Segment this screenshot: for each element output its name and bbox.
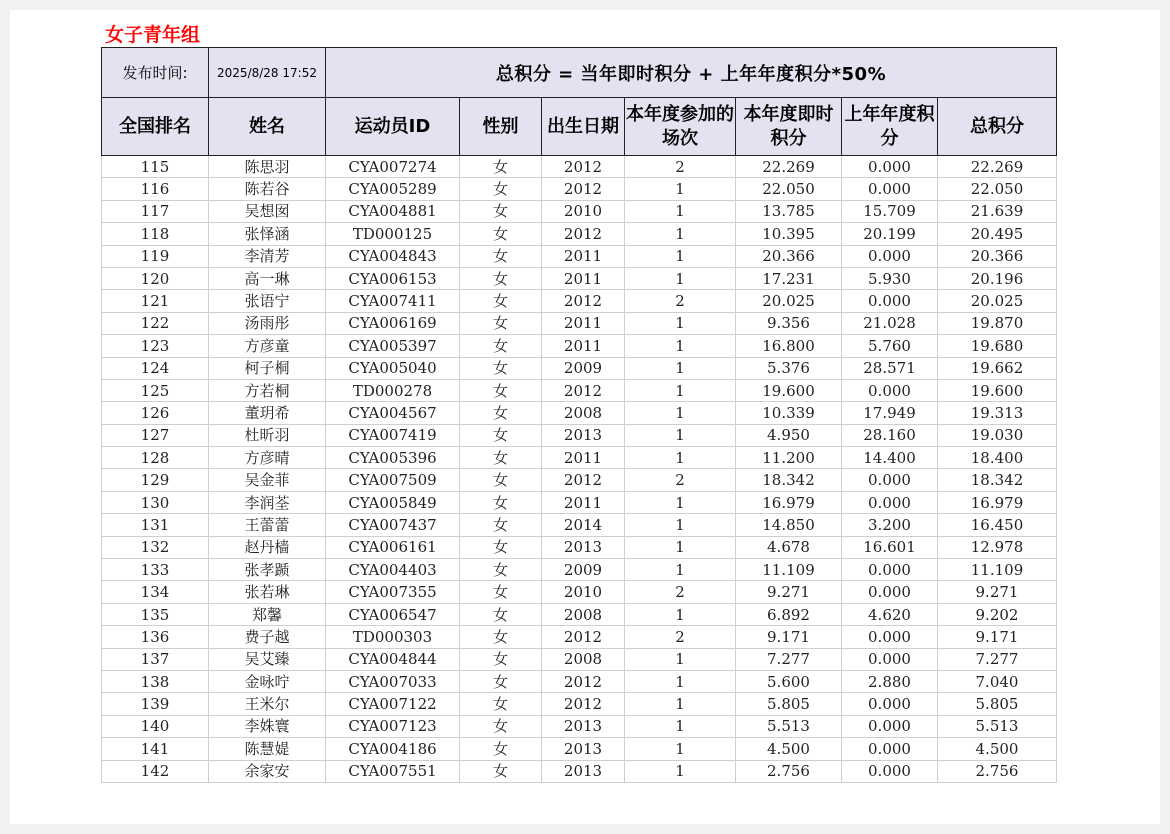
table-row xyxy=(102,223,1057,245)
cell-birth-year: 2013 xyxy=(542,760,625,782)
cell-last-year-points: 0.000 xyxy=(842,738,938,760)
cell-birth-year: 2012 xyxy=(542,178,625,200)
cell-rank: 131 xyxy=(102,514,209,536)
header-current-points: 本年度即时积分 xyxy=(736,98,842,156)
cell-current-points: 5.805 xyxy=(736,693,842,715)
cell-last-year-points: 0.000 xyxy=(842,581,938,603)
cell-events-count: 1 xyxy=(625,648,736,670)
cell-rank: 142 xyxy=(102,760,209,782)
cell-events-count: 1 xyxy=(625,245,736,267)
cell-last-year-points: 28.160 xyxy=(842,424,938,446)
cell-total-points: 21.639 xyxy=(938,200,1057,222)
cell-gender: 女 xyxy=(460,536,542,558)
ranking-table xyxy=(101,47,1057,783)
cell-events-count: 1 xyxy=(625,603,736,625)
cell-name: 李润荃 xyxy=(209,491,326,513)
cell-current-points: 18.342 xyxy=(736,469,842,491)
cell-total-points: 19.030 xyxy=(938,424,1057,446)
cell-athlete-id: CYA006153 xyxy=(326,267,460,289)
cell-last-year-points: 0.000 xyxy=(842,760,938,782)
cell-current-points: 7.277 xyxy=(736,648,842,670)
cell-rank: 119 xyxy=(102,245,209,267)
cell-gender: 女 xyxy=(460,581,542,603)
cell-events-count: 1 xyxy=(625,335,736,357)
table-row xyxy=(102,424,1057,446)
cell-current-points: 4.950 xyxy=(736,424,842,446)
cell-rank: 118 xyxy=(102,223,209,245)
table-row xyxy=(102,603,1057,625)
cell-birth-year: 2012 xyxy=(542,693,625,715)
cell-events-count: 1 xyxy=(625,514,736,536)
table-row xyxy=(102,514,1057,536)
header-gender: 性别 xyxy=(460,98,542,156)
cell-name: 吴想囡 xyxy=(209,200,326,222)
table-row xyxy=(102,536,1057,558)
cell-name: 张语宁 xyxy=(209,290,326,312)
cell-last-year-points: 21.028 xyxy=(842,312,938,334)
cell-birth-year: 2013 xyxy=(542,738,625,760)
cell-current-points: 22.050 xyxy=(736,178,842,200)
cell-athlete-id: CYA004844 xyxy=(326,648,460,670)
cell-last-year-points: 15.709 xyxy=(842,200,938,222)
cell-birth-year: 2011 xyxy=(542,491,625,513)
cell-athlete-id: TD000125 xyxy=(326,223,460,245)
cell-total-points: 18.400 xyxy=(938,447,1057,469)
cell-birth-year: 2011 xyxy=(542,267,625,289)
cell-gender: 女 xyxy=(460,603,542,625)
cell-current-points: 9.271 xyxy=(736,581,842,603)
cell-birth-year: 2011 xyxy=(542,245,625,267)
cell-rank: 125 xyxy=(102,379,209,401)
cell-total-points: 20.495 xyxy=(938,223,1057,245)
cell-athlete-id: CYA007411 xyxy=(326,290,460,312)
cell-events-count: 1 xyxy=(625,491,736,513)
cell-name: 高一琳 xyxy=(209,267,326,289)
cell-gender: 女 xyxy=(460,514,542,536)
cell-rank: 134 xyxy=(102,581,209,603)
cell-current-points: 13.785 xyxy=(736,200,842,222)
cell-last-year-points: 4.620 xyxy=(842,603,938,625)
cell-current-points: 17.231 xyxy=(736,267,842,289)
cell-last-year-points: 5.930 xyxy=(842,267,938,289)
table-row xyxy=(102,335,1057,357)
cell-birth-year: 2012 xyxy=(542,379,625,401)
cell-gender: 女 xyxy=(460,223,542,245)
cell-current-points: 4.500 xyxy=(736,738,842,760)
cell-birth-year: 2012 xyxy=(542,626,625,648)
cell-last-year-points: 5.760 xyxy=(842,335,938,357)
cell-rank: 140 xyxy=(102,715,209,737)
cell-total-points: 20.196 xyxy=(938,267,1057,289)
cell-events-count: 1 xyxy=(625,715,736,737)
cell-athlete-id: CYA005396 xyxy=(326,447,460,469)
table-row xyxy=(102,670,1057,692)
cell-name: 王米尔 xyxy=(209,693,326,715)
cell-athlete-id: CYA006169 xyxy=(326,312,460,334)
header-last-year-points: 上年年度积分 xyxy=(842,98,938,156)
cell-rank: 124 xyxy=(102,357,209,379)
cell-total-points: 22.269 xyxy=(938,156,1057,178)
cell-birth-year: 2013 xyxy=(542,424,625,446)
cell-birth-year: 2011 xyxy=(542,312,625,334)
cell-gender: 女 xyxy=(460,760,542,782)
cell-total-points: 22.050 xyxy=(938,178,1057,200)
cell-rank: 137 xyxy=(102,648,209,670)
cell-current-points: 9.171 xyxy=(736,626,842,648)
cell-birth-year: 2008 xyxy=(542,603,625,625)
cell-birth-year: 2010 xyxy=(542,200,625,222)
cell-gender: 女 xyxy=(460,424,542,446)
cell-rank: 128 xyxy=(102,447,209,469)
cell-name: 金咏咛 xyxy=(209,670,326,692)
cell-name: 董玥希 xyxy=(209,402,326,424)
cell-gender: 女 xyxy=(460,335,542,357)
cell-athlete-id: CYA007123 xyxy=(326,715,460,737)
cell-athlete-id: CYA005040 xyxy=(326,357,460,379)
cell-athlete-id: CYA004186 xyxy=(326,738,460,760)
cell-current-points: 5.600 xyxy=(736,670,842,692)
cell-athlete-id: CYA007509 xyxy=(326,469,460,491)
cell-rank: 136 xyxy=(102,626,209,648)
cell-events-count: 2 xyxy=(625,581,736,603)
table-row xyxy=(102,379,1057,401)
cell-athlete-id: CYA006161 xyxy=(326,536,460,558)
cell-current-points: 16.979 xyxy=(736,491,842,513)
cell-athlete-id: CYA004403 xyxy=(326,559,460,581)
cell-current-points: 10.339 xyxy=(736,402,842,424)
cell-total-points: 16.450 xyxy=(938,514,1057,536)
cell-last-year-points: 0.000 xyxy=(842,178,938,200)
header-rank: 全国排名 xyxy=(102,98,209,156)
header-birth-date: 出生日期 xyxy=(542,98,625,156)
cell-gender: 女 xyxy=(460,245,542,267)
cell-name: 张孝踬 xyxy=(209,559,326,581)
cell-events-count: 1 xyxy=(625,424,736,446)
cell-last-year-points: 0.000 xyxy=(842,245,938,267)
cell-name: 方彦晴 xyxy=(209,447,326,469)
cell-last-year-points: 0.000 xyxy=(842,648,938,670)
cell-gender: 女 xyxy=(460,670,542,692)
cell-total-points: 7.040 xyxy=(938,670,1057,692)
header-total-points: 总积分 xyxy=(938,98,1057,156)
cell-total-points: 19.870 xyxy=(938,312,1057,334)
cell-total-points: 9.271 xyxy=(938,581,1057,603)
cell-current-points: 22.269 xyxy=(736,156,842,178)
cell-last-year-points: 0.000 xyxy=(842,491,938,513)
cell-rank: 116 xyxy=(102,178,209,200)
cell-rank: 133 xyxy=(102,559,209,581)
cell-gender: 女 xyxy=(460,200,542,222)
cell-events-count: 1 xyxy=(625,670,736,692)
cell-rank: 138 xyxy=(102,670,209,692)
cell-name: 杜昕羽 xyxy=(209,424,326,446)
cell-name: 郑馨 xyxy=(209,603,326,625)
cell-events-count: 1 xyxy=(625,693,736,715)
cell-athlete-id: CYA007551 xyxy=(326,760,460,782)
cell-events-count: 1 xyxy=(625,200,736,222)
cell-gender: 女 xyxy=(460,357,542,379)
cell-birth-year: 2009 xyxy=(542,357,625,379)
table-row xyxy=(102,715,1057,737)
cell-last-year-points: 0.000 xyxy=(842,156,938,178)
cell-rank: 129 xyxy=(102,469,209,491)
cell-last-year-points: 28.571 xyxy=(842,357,938,379)
cell-last-year-points: 0.000 xyxy=(842,559,938,581)
cell-last-year-points: 0.000 xyxy=(842,290,938,312)
cell-rank: 127 xyxy=(102,424,209,446)
table-row xyxy=(102,648,1057,670)
cell-events-count: 1 xyxy=(625,760,736,782)
cell-last-year-points: 0.000 xyxy=(842,469,938,491)
table-row xyxy=(102,738,1057,760)
cell-athlete-id: CYA004567 xyxy=(326,402,460,424)
cell-rank: 135 xyxy=(102,603,209,625)
header-name: 姓名 xyxy=(209,98,326,156)
header-events-count: 本年度参加的场次 xyxy=(625,98,736,156)
cell-last-year-points: 0.000 xyxy=(842,693,938,715)
cell-rank: 115 xyxy=(102,156,209,178)
cell-total-points: 12.978 xyxy=(938,536,1057,558)
table-row xyxy=(102,267,1057,289)
table-row xyxy=(102,178,1057,200)
cell-events-count: 1 xyxy=(625,536,736,558)
cell-gender: 女 xyxy=(460,738,542,760)
cell-birth-year: 2008 xyxy=(542,648,625,670)
cell-events-count: 1 xyxy=(625,357,736,379)
cell-birth-year: 2013 xyxy=(542,536,625,558)
cell-last-year-points: 16.601 xyxy=(842,536,938,558)
cell-last-year-points: 0.000 xyxy=(842,379,938,401)
cell-rank: 120 xyxy=(102,267,209,289)
cell-name: 王蕾蕾 xyxy=(209,514,326,536)
cell-rank: 121 xyxy=(102,290,209,312)
cell-last-year-points: 0.000 xyxy=(842,715,938,737)
cell-name: 吴艾臻 xyxy=(209,648,326,670)
cell-current-points: 14.850 xyxy=(736,514,842,536)
cell-name: 汤雨彤 xyxy=(209,312,326,334)
cell-rank: 122 xyxy=(102,312,209,334)
cell-gender: 女 xyxy=(460,267,542,289)
table-row xyxy=(102,469,1057,491)
cell-name: 李姝寰 xyxy=(209,715,326,737)
cell-events-count: 1 xyxy=(625,223,736,245)
cell-athlete-id: CYA005397 xyxy=(326,335,460,357)
cell-events-count: 2 xyxy=(625,626,736,648)
cell-rank: 130 xyxy=(102,491,209,513)
cell-total-points: 11.109 xyxy=(938,559,1057,581)
cell-gender: 女 xyxy=(460,312,542,334)
cell-name: 费子越 xyxy=(209,626,326,648)
publish-time: 2025/8/28 17:52 xyxy=(209,48,326,98)
cell-total-points: 20.366 xyxy=(938,245,1057,267)
cell-total-points: 19.313 xyxy=(938,402,1057,424)
table-row xyxy=(102,760,1057,782)
header-row xyxy=(102,98,1057,156)
cell-name: 陈慧媞 xyxy=(209,738,326,760)
cell-last-year-points: 14.400 xyxy=(842,447,938,469)
cell-birth-year: 2008 xyxy=(542,402,625,424)
cell-name: 陈若谷 xyxy=(209,178,326,200)
cell-total-points: 4.500 xyxy=(938,738,1057,760)
cell-total-points: 5.805 xyxy=(938,693,1057,715)
table-row xyxy=(102,559,1057,581)
cell-total-points: 19.600 xyxy=(938,379,1057,401)
cell-gender: 女 xyxy=(460,559,542,581)
cell-birth-year: 2012 xyxy=(542,223,625,245)
cell-athlete-id: CYA005289 xyxy=(326,178,460,200)
cell-rank: 132 xyxy=(102,536,209,558)
table-row xyxy=(102,312,1057,334)
cell-current-points: 6.892 xyxy=(736,603,842,625)
cell-last-year-points: 17.949 xyxy=(842,402,938,424)
cell-athlete-id: CYA006547 xyxy=(326,603,460,625)
cell-total-points: 5.513 xyxy=(938,715,1057,737)
cell-gender: 女 xyxy=(460,178,542,200)
cell-gender: 女 xyxy=(460,715,542,737)
cell-birth-year: 2011 xyxy=(542,447,625,469)
cell-athlete-id: CYA007355 xyxy=(326,581,460,603)
table-row xyxy=(102,245,1057,267)
cell-current-points: 19.600 xyxy=(736,379,842,401)
cell-gender: 女 xyxy=(460,290,542,312)
cell-total-points: 9.171 xyxy=(938,626,1057,648)
cell-gender: 女 xyxy=(460,491,542,513)
cell-birth-year: 2009 xyxy=(542,559,625,581)
cell-events-count: 1 xyxy=(625,267,736,289)
cell-athlete-id: CYA004843 xyxy=(326,245,460,267)
cell-current-points: 5.513 xyxy=(736,715,842,737)
cell-events-count: 1 xyxy=(625,178,736,200)
cell-events-count: 1 xyxy=(625,379,736,401)
cell-name: 李清芳 xyxy=(209,245,326,267)
cell-current-points: 9.356 xyxy=(736,312,842,334)
table-row xyxy=(102,156,1057,178)
cell-current-points: 5.376 xyxy=(736,357,842,379)
cell-birth-year: 2011 xyxy=(542,335,625,357)
cell-athlete-id: CYA007274 xyxy=(326,156,460,178)
cell-total-points: 18.342 xyxy=(938,469,1057,491)
cell-birth-year: 2012 xyxy=(542,290,625,312)
cell-total-points: 9.202 xyxy=(938,603,1057,625)
cell-athlete-id: CYA007419 xyxy=(326,424,460,446)
cell-current-points: 2.756 xyxy=(736,760,842,782)
cell-rank: 117 xyxy=(102,200,209,222)
cell-last-year-points: 20.199 xyxy=(842,223,938,245)
cell-rank: 123 xyxy=(102,335,209,357)
cell-athlete-id: TD000303 xyxy=(326,626,460,648)
cell-total-points: 7.277 xyxy=(938,648,1057,670)
cell-events-count: 2 xyxy=(625,290,736,312)
cell-last-year-points: 3.200 xyxy=(842,514,938,536)
cell-name: 柯子桐 xyxy=(209,357,326,379)
cell-total-points: 19.680 xyxy=(938,335,1057,357)
cell-birth-year: 2012 xyxy=(542,156,625,178)
cell-birth-year: 2013 xyxy=(542,715,625,737)
cell-gender: 女 xyxy=(460,379,542,401)
cell-total-points: 20.025 xyxy=(938,290,1057,312)
table-row xyxy=(102,402,1057,424)
cell-rank: 126 xyxy=(102,402,209,424)
cell-athlete-id: CYA007033 xyxy=(326,670,460,692)
score-formula: 总积分 = 当年即时积分 + 上年年度积分*50% xyxy=(326,48,1057,98)
cell-birth-year: 2012 xyxy=(542,670,625,692)
cell-current-points: 11.200 xyxy=(736,447,842,469)
cell-total-points: 16.979 xyxy=(938,491,1057,513)
cell-name: 吴金菲 xyxy=(209,469,326,491)
table-row xyxy=(102,491,1057,513)
cell-rank: 139 xyxy=(102,693,209,715)
cell-name: 张若琳 xyxy=(209,581,326,603)
table-row xyxy=(102,693,1057,715)
cell-name: 张怿涵 xyxy=(209,223,326,245)
cell-events-count: 1 xyxy=(625,559,736,581)
cell-current-points: 20.025 xyxy=(736,290,842,312)
table-row xyxy=(102,581,1057,603)
cell-athlete-id: CYA007437 xyxy=(326,514,460,536)
cell-events-count: 1 xyxy=(625,447,736,469)
cell-events-count: 2 xyxy=(625,469,736,491)
table-row xyxy=(102,447,1057,469)
cell-events-count: 2 xyxy=(625,156,736,178)
cell-current-points: 10.395 xyxy=(736,223,842,245)
cell-last-year-points: 0.000 xyxy=(842,626,938,648)
cell-gender: 女 xyxy=(460,693,542,715)
document-page xyxy=(10,10,1160,824)
cell-last-year-points: 2.880 xyxy=(842,670,938,692)
page-title: 女子青年组 xyxy=(105,24,201,46)
table-row xyxy=(102,200,1057,222)
cell-gender: 女 xyxy=(460,648,542,670)
cell-name: 方若桐 xyxy=(209,379,326,401)
cell-athlete-id: TD000278 xyxy=(326,379,460,401)
cell-birth-year: 2014 xyxy=(542,514,625,536)
meta-row xyxy=(102,48,1057,98)
cell-birth-year: 2010 xyxy=(542,581,625,603)
cell-name: 赵丹樯 xyxy=(209,536,326,558)
publish-label: 发布时间: xyxy=(102,48,209,98)
cell-athlete-id: CYA007122 xyxy=(326,693,460,715)
cell-name: 陈思羽 xyxy=(209,156,326,178)
cell-current-points: 4.678 xyxy=(736,536,842,558)
cell-rank: 141 xyxy=(102,738,209,760)
cell-current-points: 11.109 xyxy=(736,559,842,581)
cell-birth-year: 2012 xyxy=(542,469,625,491)
cell-total-points: 19.662 xyxy=(938,357,1057,379)
cell-gender: 女 xyxy=(460,447,542,469)
cell-athlete-id: CYA005849 xyxy=(326,491,460,513)
table-row xyxy=(102,626,1057,648)
header-athlete-id: 运动员ID xyxy=(326,98,460,156)
cell-current-points: 20.366 xyxy=(736,245,842,267)
cell-current-points: 16.800 xyxy=(736,335,842,357)
cell-events-count: 1 xyxy=(625,402,736,424)
cell-gender: 女 xyxy=(460,156,542,178)
cell-gender: 女 xyxy=(460,402,542,424)
cell-name: 余家安 xyxy=(209,760,326,782)
table-row xyxy=(102,290,1057,312)
cell-athlete-id: CYA004881 xyxy=(326,200,460,222)
cell-events-count: 1 xyxy=(625,738,736,760)
cell-gender: 女 xyxy=(460,626,542,648)
cell-events-count: 1 xyxy=(625,312,736,334)
cell-name: 方彦童 xyxy=(209,335,326,357)
table-row xyxy=(102,357,1057,379)
cell-gender: 女 xyxy=(460,469,542,491)
cell-total-points: 2.756 xyxy=(938,760,1057,782)
